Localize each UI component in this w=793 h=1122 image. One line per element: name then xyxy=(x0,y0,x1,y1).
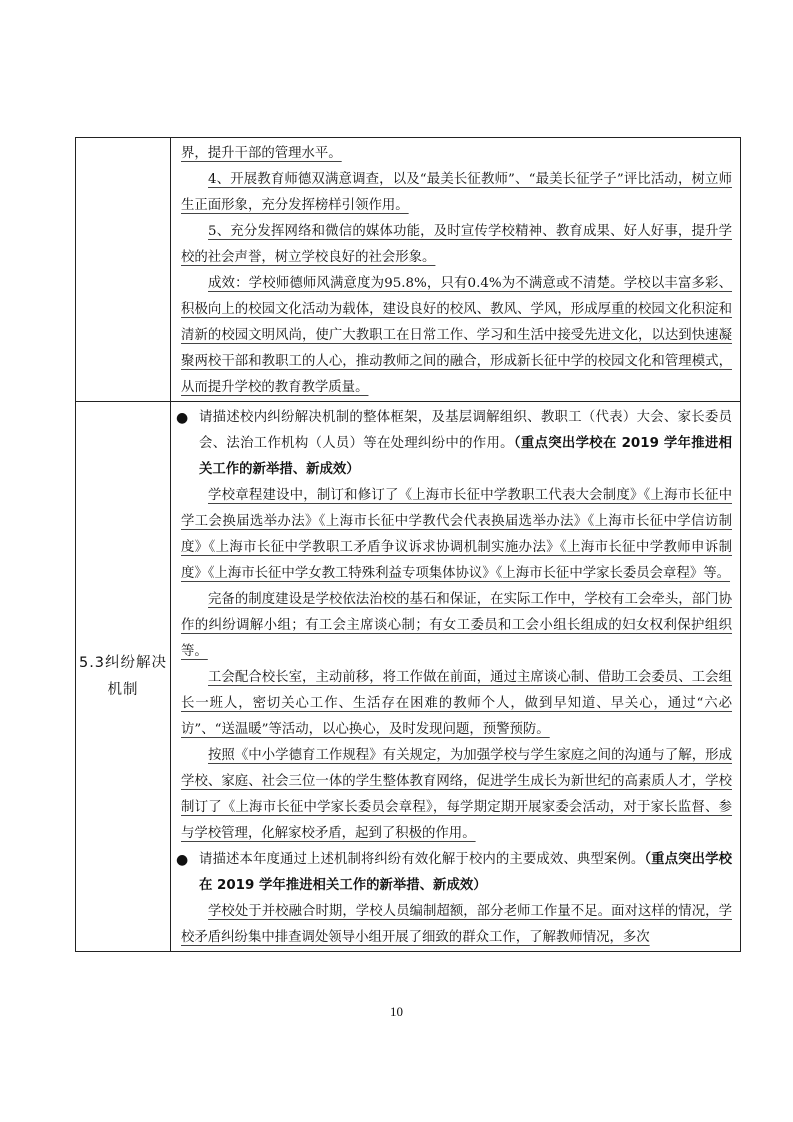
content-cell xyxy=(171,138,741,402)
paragraph: 5、充分发挥网络和微信的媒体功能，及时宣传学校精神、教育成果、好人好事，提升学校的社会声誉，树立学校良好的社会形象。 xyxy=(181,224,732,265)
bullet-prompt: ● 请描述校内纠纷解决机制的整体框架，及基层调解组织、教职工（代表）大会、家长委员会、法治工作机构（人员）等在处理纠纷中的作用。（重点突出学校在 2019 学年推进相关工作的新举措、新成效） xyxy=(181,405,732,483)
row-label: 5.3纠纷解决机制 xyxy=(78,654,168,698)
paragraph: 工会配合校长室，主动前移，将工作做在前面，通过主席谈心制、借助工会委员、工会组长一班人，密切关心工作、生活存在困难的教师个人，做到早知道、早关心，通过“六必访”、“送温暖”等活动，以心换心，及时发现问题，预警预防。 xyxy=(181,670,732,737)
paragraph: 学校章程建设中，制订和修订了《上海市长征中学教职工代表大会制度》《上海市长征中学工会换届选举办法》《上海市长征中学教代会代表换届选举办法》《上海市长征中学信访制度》《上海市长征中学教职工矛盾争议诉求协调机制实施办法》《上海市长征中学教师申诉制度》《上海市长征中学女教工特殊利益专项集体协议》《上海市长征中学家长委员会章程》等。 xyxy=(181,488,732,581)
row-label-cell xyxy=(76,402,171,952)
table-row xyxy=(76,138,741,402)
paragraph: 按照《中小学德育工作规程》有关规定，为加强学校与学生家庭之间的沟通与了解，形成学校、家庭、社会三位一体的学生整体教育网络，促进学生成长为新世纪的高素质人才，学校制订了《上海市长征中学家长委员会章程》，每学期定期开展家委会活动，对于家长监督、参与学校管理，化解家校矛盾，起到了积极的作用。 xyxy=(181,748,732,841)
bullet-prompt: ● 请描述本年度通过上述机制将纠纷有效化解于校内的主要成效、典型案例。（重点突出学校在 2019 学年推进相关工作的新举措、新成效） xyxy=(181,847,732,899)
content-cell xyxy=(171,402,741,952)
table-row xyxy=(76,402,741,952)
bullet-dot-icon: ● xyxy=(176,410,189,426)
paragraph: 成效：学校师德师风满意度为95.8%，只有0.4%为不满意或不清楚。学校以丰富多彩、积极向上的校园文化活动为载体，建设良好的校风、教风、学风，形成厚重的校园文化积淀和清新的校园文明风尚，使广大教职工在日常工作、学习和生活中接受先进文化，以达到快速凝聚两校干部和教职工的人心，推动教师之间的融合，形成新长征中学的校园文化和管理模式，从而提升学校的教育教学质量。 xyxy=(181,276,732,395)
empty-label-cell xyxy=(76,138,171,402)
paragraph: 界，提升干部的管理水平。 xyxy=(181,146,342,161)
paragraph: 4、开展教育师德双满意调查，以及“最美长征教师”、“最美长征学子”评比活动，树立师生正面形象，充分发挥榜样引领作用。 xyxy=(181,172,732,213)
bullet-dot-icon: ● xyxy=(176,852,189,868)
page-number: 10 xyxy=(390,1004,403,1019)
paragraph: 完备的制度建设是学校依法治校的基石和保证，在实际工作中，学校有工会牵头，部门协作的纠纷调解小组；有工会主席谈心制；有女工委员和工会小组长组成的妇女权利保护组织等。 xyxy=(181,592,732,659)
paragraph: 学校处于并校融合时期，学校人员编制超额，部分老师工作量不足。面对这样的情况，学校矛盾纠纷集中排查调处领导小组开展了细致的群众工作，了解教师情况，多次 xyxy=(181,904,732,945)
report-table xyxy=(75,137,741,952)
